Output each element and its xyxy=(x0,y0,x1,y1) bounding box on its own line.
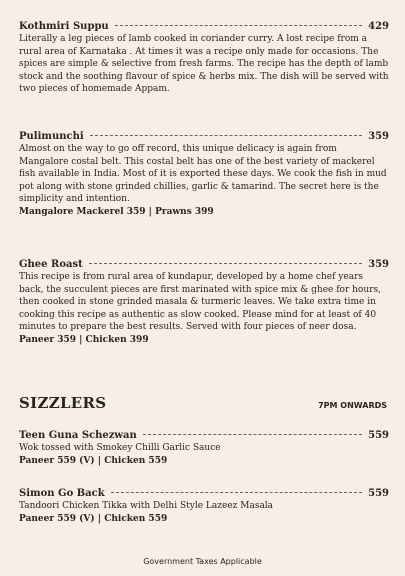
item-price: 429 xyxy=(368,21,389,32)
item-price: 359 xyxy=(368,131,389,142)
dotted-leader xyxy=(89,263,362,264)
item-variants: Paneer 359 | Chicken 399 xyxy=(19,334,149,345)
item-price: 559 xyxy=(368,430,389,441)
menu-item-simon-go-back xyxy=(19,488,389,525)
menu-item-teen-guna-schezwan xyxy=(19,430,389,467)
section-title: SIZZLERS xyxy=(19,394,107,412)
footer-tax-note: Government Taxes Applicable xyxy=(143,557,262,566)
item-name: Teen Guna Schezwan xyxy=(19,430,137,441)
dotted-leader xyxy=(143,434,362,435)
item-variants: Mangalore Mackerel 359 | Prawns 399 xyxy=(19,206,214,217)
item-variants: Paneer 559 (V) | Chicken 559 xyxy=(19,455,168,466)
item-name: Simon Go Back xyxy=(19,488,105,499)
menu-item-pulimunchi xyxy=(19,131,389,218)
section-header-sizzlers xyxy=(19,394,389,412)
item-price: 559 xyxy=(368,488,389,499)
item-description: Wok tossed with Smokey Chilli Garlic Sauce xyxy=(19,443,221,453)
item-name: Ghee Roast xyxy=(19,259,83,270)
menu-item-kothmiri-suppu xyxy=(19,21,389,96)
item-description: Literally a leg pieces of lamb cooked in coriander curry. A lost recipe from a rural area of Karnataka . At times it was a recipe only made for occasions. The spices are simple & selective from fresh farms. The recipe has the depth of lamb stock and the soothing flavour of spice & herbs mix. The dish will be served with two pieces of homemade Appam. xyxy=(19,34,389,94)
item-price: 359 xyxy=(368,259,389,270)
item-name: Pulimunchi xyxy=(19,131,84,142)
dotted-leader xyxy=(90,135,362,136)
item-description: Almost on the way to go off record, this unique delicacy is again from Mangalore costal belt. This costal belt has one of the best variety of mackerel fish available in India. Most of it is exported these days. We cook the fish in mud pot along with stone grinded chillies, garlic & tamarind. The secret here is the simplicity and intention. xyxy=(19,144,387,204)
dotted-leader xyxy=(111,492,362,493)
item-description: Tandoori Chicken Tikka with Delhi Style Lazeez Masala xyxy=(19,501,274,511)
dotted-leader xyxy=(115,25,362,26)
item-description: This recipe is from rural area of kundapur, developed by a home chef years back, the succulent pieces are first marinated with spice mix & ghee for hours, then cooked in stone grinded masala & turmeric leaves. We take extra time in cooking this recipe as authentic as slow cooked. Please mind for at least of 40 minutes to prepare the best results. Served with four pieces of neer dosa. xyxy=(19,272,381,332)
item-name: Kothmiri Suppu xyxy=(19,21,109,32)
menu-item-ghee-roast xyxy=(19,259,389,346)
section-timing-note: 7PM ONWARDS xyxy=(318,401,387,410)
item-variants: Paneer 559 (V) | Chicken 559 xyxy=(19,513,168,524)
